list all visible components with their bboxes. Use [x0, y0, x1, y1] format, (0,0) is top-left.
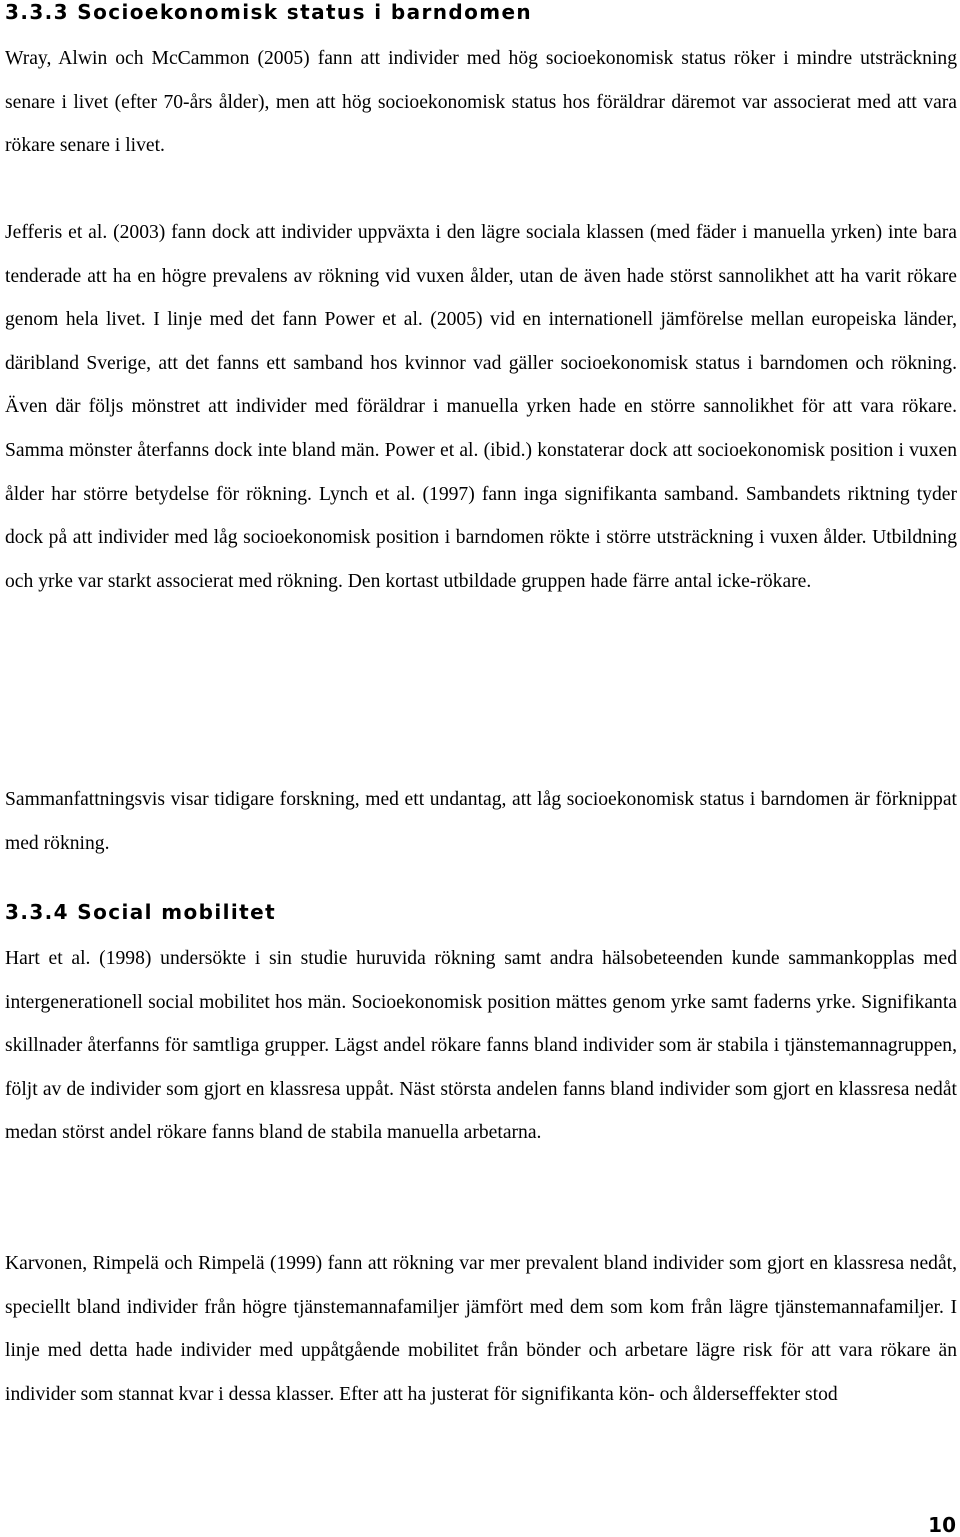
paragraph-karvonen: Karvonen, Rimpelä och Rimpelä (1999) fann att rökning var mer prevalent bland individer som gjort en klassresa nedåt, speciellt bland individer från högre tjänstemannafamiljer jämfört med dem som kom från lägre tjänstemannafamiljer. I linje med detta hade individer med uppåtgående mobilitet från bönder och arbetare lägre risk för att vara rökare än individer som stannat kvar i dessa klasser. Efter att ha justerat för signifikanta kön- och ålderseffekter stod — [5, 1253, 957, 1405]
page-number: 10 — [928, 1513, 956, 1537]
paragraph-summary: Sammanfattningsvis visar tidigare forskning, med ett undantag, att låg socioekonomisk status i barndomen är förknippat med rökning. — [5, 789, 957, 854]
paragraph-hart: Hart et al. (1998) undersökte i sin studie huruvida rökning samt andra hälsobeteenden kunde sammankopplas med intergenerationell social mobilitet hos män. Socioekonomisk position mättes genom yrke samt faderns yrke. Signifikanta skillnader återfanns för samtliga grupper. Lägst andel rökare fanns bland individer som är stabila i tjänstemannagruppen, följt av de individer som gjort en klassresa uppåt. Näst största andelen fanns bland individer som gjort en klassresa nedåt medan störst andel rökare fanns bland de stabila manuella arbetarna. — [5, 948, 957, 1144]
paragraph-wray: Wray, Alwin och McCammon (2005) fann att individer med hög socioekonomisk status röker i mindre utsträckning senare i livet (efter 70-års ålder), men att hög socioekonomisk status hos föräldrar däremot var associerat med att vara rökare senare i livet. — [5, 48, 957, 157]
section-heading-3-3-4: 3.3.4 Social mobilitet — [5, 900, 277, 924]
paragraph-jefferis: Jefferis et al. (2003) fann dock att individer uppväxta i den lägre sociala klassen (med fäder i manuella yrken) inte bara tenderade att ha en högre prevalens av rökning vid vuxen ålder, utan de även hade störst sannolikhet att ha varit rökare genom hela livet. I linje med det fann Power et al. (2005) vid en internationell jämförelse mellan europeiska länder, däribland Sverige, att det fanns ett samband hos kvinnor vad gäller socioekonomisk status i barndomen och rökning. Även där följs mönstret att individer med föräldrar i manuella yrken hade en större sannolikhet för att vara rökare. Samma mönster återfanns dock inte bland män. Power et al. (ibid.) konstaterar dock att socioekonomisk position i vuxen ålder har större betydelse för rökning. Lynch et al. (1997) fann inga signifikanta samband. Sambandets riktning tyder dock på att individer med låg socioekonomisk position i barndomen rökte i större utsträckning i vuxen ålder. Utbildning och yrke var starkt associerat med rökning. Den kortast utbildade gruppen hade färre antal icke-rökare. — [5, 222, 957, 592]
section-heading-3-3-3: 3.3.3 Socioekonomisk status i barndomen — [5, 0, 533, 24]
